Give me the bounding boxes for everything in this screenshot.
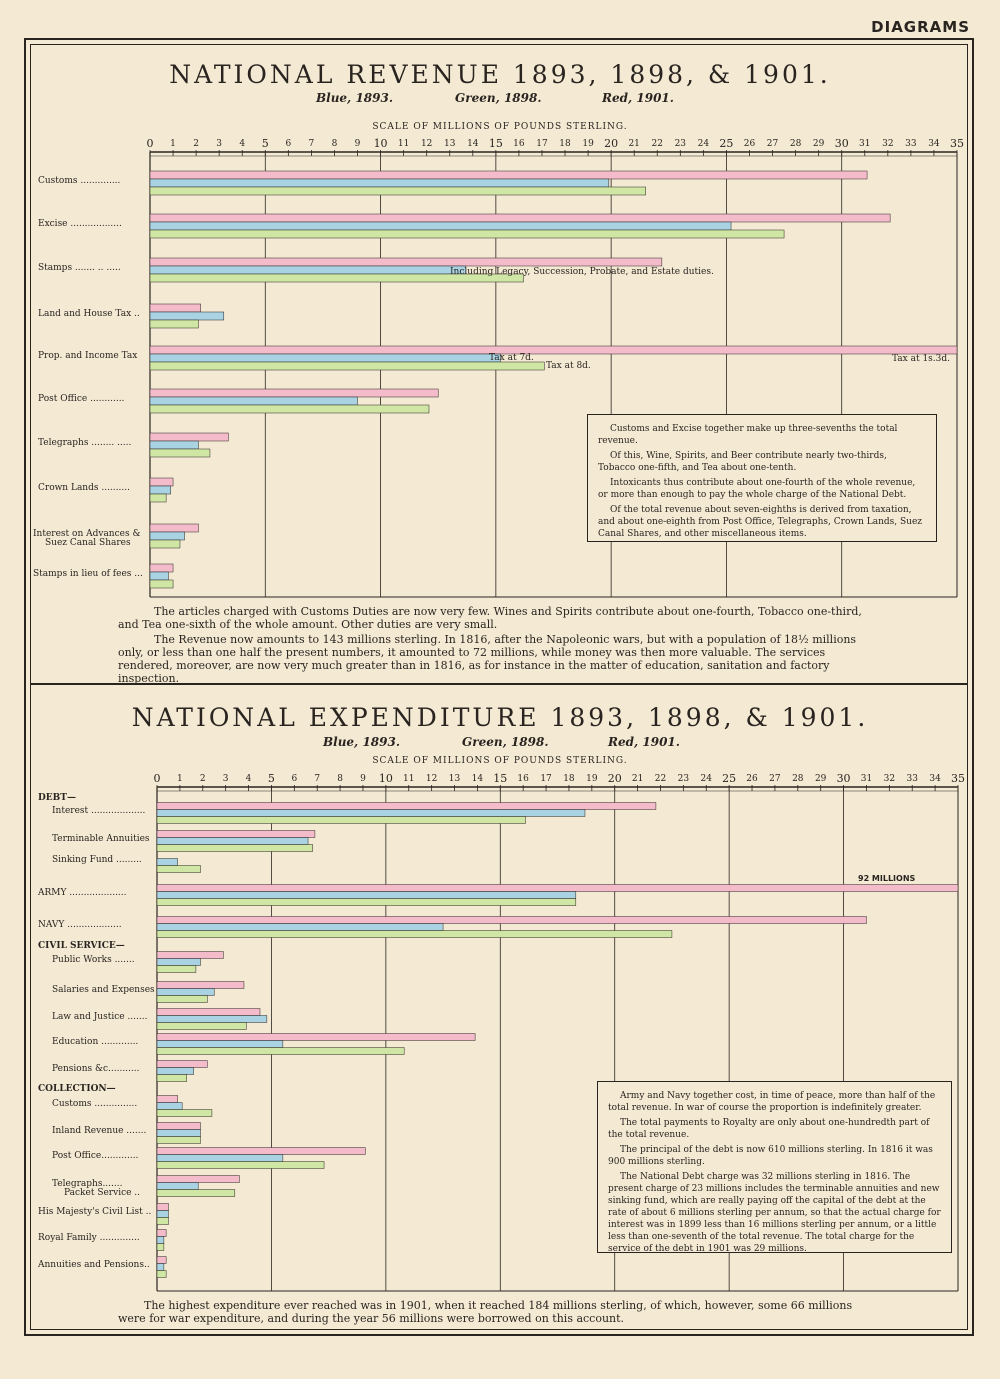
axis-tick-label: 28 xyxy=(792,774,804,784)
axis-tick-label: 16 xyxy=(517,774,529,784)
bar-1898 xyxy=(157,866,200,873)
axis-tick-label: 3 xyxy=(222,774,229,784)
revenue-note-total: The Revenue now amounts to 143 millions sterling. In 1816, after the Napoleonic wars, but with a population of 18½ millions only, or less than one half the present numbers, it amounted to 72 millions, while money was then more valuable. The services rendered, moreover, are now very much greater than in 1816, as for instance in the matter of education, sanitation and factory inspection. xyxy=(118,633,857,685)
expenditure-note: The highest expenditure ever reached was in 1901, when it reached 184 millions sterling, of which, however, some 66 millions were for war expenditure, and during the year 56 millions were borrowed on this account. xyxy=(118,1299,853,1325)
axis-tick-label: 11 xyxy=(403,774,415,784)
expenditure-box-line: The total payments to Royalty are only about one-hundredth part of the total revenue. xyxy=(608,1118,930,1140)
category-label: Sinking Fund ......... xyxy=(52,855,142,865)
axis-tick-label: 5 xyxy=(267,772,275,785)
axis-tick-label: 17 xyxy=(540,774,552,784)
axis-tick-label: 26 xyxy=(743,139,756,149)
category-label: Interest on Advances & xyxy=(33,529,141,539)
bar-1901 xyxy=(157,1123,200,1130)
category-label: Salaries and Expenses xyxy=(52,985,155,995)
bar-1893 xyxy=(157,859,178,866)
revenue-box-line: Of the total revenue about seven-eighths is derived from taxation, and about one-eighth from Post Office, Telegraphs, Crown Lands, Suez Canal Shares, and other miscellaneous items. xyxy=(598,505,923,539)
group-heading: CIVIL SERVICE— xyxy=(38,941,125,951)
category-label: Inland Revenue ....... xyxy=(52,1126,147,1136)
army-92-millions-annotation: 92 MILLIONS xyxy=(858,874,916,883)
axis-tick-label: 11 xyxy=(397,139,410,149)
bar-1898 xyxy=(157,1137,200,1144)
axis-tick-label: 32 xyxy=(883,774,896,784)
axis-tick-label: 20 xyxy=(607,772,622,785)
axis-tick-label: 1 xyxy=(170,139,176,149)
bar-1901 xyxy=(157,982,244,989)
axis-tick-label: 34 xyxy=(929,774,941,784)
axis-tick-label: 0 xyxy=(146,137,154,150)
axis-tick-label: 9 xyxy=(354,139,361,149)
bar-1893 xyxy=(157,1155,283,1162)
bar-1901 xyxy=(157,803,656,810)
bar-1898 xyxy=(157,966,196,973)
expenditure-title: NATIONAL EXPENDITURE 1893, 1898, & 1901. xyxy=(131,703,869,732)
stamps-annotation: Including Legacy, Succession, Probate, and Estate duties. xyxy=(450,267,714,277)
category-label: Customs .............. xyxy=(38,176,121,186)
expenditure-notes-box xyxy=(597,1081,952,1253)
expenditure-box-line: The National Debt charge was 32 millions sterling in 1816. The present charge of 23 millions includes the terminable annuities and new sinking fund, which are really paying off the capital of the debt at the rate of about 6 millions sterling per annum, so that the actual charge for interest was in 1899 less than 16 millions sterling per annum, or a little less than one-seventh of the total revenue. The total charge for the service of the debt in 1901 was 29 millions. xyxy=(608,1172,941,1254)
axis-tick-label: 3 xyxy=(216,139,223,149)
axis-tick-label: 14 xyxy=(471,774,484,784)
axis-tick-label: 17 xyxy=(536,139,548,149)
axis-tick-label: 21 xyxy=(631,774,644,784)
axis-tick-label: 13 xyxy=(444,139,456,149)
expenditure-scale-caption: SCALE OF MILLIONS OF POUNDS STERLING. xyxy=(372,756,628,766)
revenue-legend-green: Green, 1898. xyxy=(455,91,542,105)
revenue-note-customs: The articles charged with Customs Duties are now very few. Wines and Spirits contribute about one-fourth, Tobacco one-third, and Tea one-sixth of the whole amount. Other duties are very small. xyxy=(118,605,862,631)
axis-tick-label: 25 xyxy=(719,137,734,150)
category-label-line2: Suez Canal Shares xyxy=(45,538,131,548)
bar-1893 xyxy=(157,1068,194,1075)
axis-tick-label: 21 xyxy=(628,139,640,149)
revenue-box-line: Intoxicants thus contribute about one-fourth of the whole revenue, or more than enough to pay the whole charge of the National Debt. xyxy=(598,478,916,500)
tax-8d-annotation: Tax at 8d. xyxy=(546,361,591,371)
axis-tick-label: 15 xyxy=(488,137,503,150)
axis-tick-label: 18 xyxy=(559,139,571,149)
category-label: Education ............. xyxy=(52,1037,139,1047)
axis-tick-label: 8 xyxy=(337,774,343,784)
axis-tick-label: 34 xyxy=(928,139,940,149)
bar-1898 xyxy=(157,1162,324,1169)
expenditure-box-line: The principal of the debt is now 610 millions sterling. In 1816 it was 900 millions sterling. xyxy=(608,1145,933,1167)
bar-1901 xyxy=(157,831,315,838)
axis-tick-label: 26 xyxy=(746,774,758,784)
axis-tick-label: 4 xyxy=(245,774,252,784)
bar-1893 xyxy=(157,924,443,931)
axis-tick-label: 31 xyxy=(859,139,871,149)
bar-1898 xyxy=(157,845,313,852)
axis-tick-label: 22 xyxy=(654,774,667,784)
axis-tick-label: 9 xyxy=(360,774,366,784)
axis-tick-label: 23 xyxy=(674,139,687,149)
axis-tick-label: 28 xyxy=(789,139,802,149)
bar-1893 xyxy=(157,838,308,845)
tax-7d-annotation: Tax at 7d. xyxy=(489,353,534,363)
axis-tick-label: 25 xyxy=(722,772,737,785)
bar-1893 xyxy=(157,1130,200,1137)
category-label: Interest ................... xyxy=(52,806,146,816)
axis-tick-label: 15 xyxy=(493,772,508,785)
expenditure-legend-red: Red, 1901. xyxy=(608,735,680,749)
bar-1898 xyxy=(157,1110,212,1117)
axis-tick-label: 6 xyxy=(291,774,298,784)
expenditure-legend-green: Green, 1898. xyxy=(462,735,549,749)
bar-1901 xyxy=(157,1257,166,1264)
category-label: Royal Family .............. xyxy=(38,1233,140,1243)
bar-1898 xyxy=(157,1048,404,1055)
category-label: Public Works ....... xyxy=(52,955,135,965)
axis-tick-label: 24 xyxy=(697,139,710,149)
bar-1898 xyxy=(157,1218,168,1225)
category-label-line2: Packet Service .. xyxy=(64,1188,141,1198)
axis-tick-label: 20 xyxy=(604,137,619,150)
category-label: His Majesty's Civil List .. xyxy=(38,1207,152,1217)
revenue-box-line: Of this, Wine, Spirits, and Beer contribute nearly two-thirds, Tobacco one-fifth, and Tea about one-tenth. xyxy=(598,451,887,473)
axis-tick-label: 16 xyxy=(513,139,525,149)
bar-1901 xyxy=(157,917,866,924)
bar-1893 xyxy=(157,959,200,966)
bar-1901 xyxy=(157,885,958,892)
expenditure-box-line: Army and Navy together cost, in time of peace, more than half of the total revenue. In war of course the proportion is indefinitely greater. xyxy=(608,1091,936,1113)
bar-1901 xyxy=(157,1009,260,1016)
axis-tick-label: 18 xyxy=(563,774,575,784)
axis-tick-label: 10 xyxy=(373,137,388,150)
category-label: Terminable Annuities xyxy=(52,834,150,844)
axis-tick-label: 2 xyxy=(193,139,199,149)
category-label: Law and Justice ....... xyxy=(52,1012,148,1022)
axis-tick-label: 30 xyxy=(834,137,849,150)
revenue-title: NATIONAL REVENUE 1893, 1898, & 1901. xyxy=(169,60,831,89)
category-label: Prop. and Income Tax xyxy=(38,351,138,361)
axis-tick-label: 7 xyxy=(314,774,321,784)
group-heading: COLLECTION— xyxy=(38,1084,116,1094)
tax-1s3d-annotation: Tax at 1s.3d. xyxy=(892,354,951,364)
corner-label: DIAGRAMS xyxy=(871,18,970,36)
bar-1893 xyxy=(157,1103,182,1110)
bar-1893 xyxy=(157,1237,164,1244)
bar-1898 xyxy=(157,1190,235,1197)
bar-1898 xyxy=(157,1023,246,1030)
bar-1898 xyxy=(157,1271,166,1278)
axis-tick-label: 19 xyxy=(582,139,594,149)
axis-tick-label: 0 xyxy=(153,772,161,785)
axis-tick-label: 12 xyxy=(425,774,438,784)
category-label: Excise .................. xyxy=(38,219,122,229)
axis-tick-label: 19 xyxy=(586,774,598,784)
bar-1898 xyxy=(157,1244,164,1251)
bar-1898 xyxy=(157,899,576,906)
category-label: ARMY .................... xyxy=(38,888,127,898)
bar-1901 xyxy=(157,1148,365,1155)
axis-tick-label: 8 xyxy=(331,139,338,149)
bar-1901 xyxy=(157,1230,166,1237)
axis-tick-label: 33 xyxy=(906,774,918,784)
category-label: Stamps in lieu of fees ... xyxy=(33,569,143,579)
category-label: NAVY ................... xyxy=(38,920,122,930)
category-label: Telegraphs ........ ..... xyxy=(38,438,132,448)
axis-tick-label: 33 xyxy=(905,139,917,149)
bar-1893 xyxy=(157,1211,168,1218)
axis-tick-label: 10 xyxy=(378,772,393,785)
bar-1901 xyxy=(157,1034,475,1041)
bar-1901 xyxy=(157,1096,178,1103)
bar-1901 xyxy=(157,1061,207,1068)
group-heading: DEBT— xyxy=(38,793,76,803)
category-label: Crown Lands .......... xyxy=(38,483,130,493)
revenue-legend-red: Red, 1901. xyxy=(602,91,674,105)
category-label: Pensions &c........... xyxy=(52,1064,140,1074)
category-label: Telegraphs....... xyxy=(52,1179,123,1189)
axis-tick-label: 30 xyxy=(836,772,851,785)
axis-tick-label: 13 xyxy=(448,774,461,784)
bar-1893 xyxy=(157,1041,283,1048)
bar-1893 xyxy=(157,892,576,899)
bar-1893 xyxy=(157,1264,164,1271)
axis-tick-label: 6 xyxy=(285,139,292,149)
axis-tick-label: 31 xyxy=(860,774,873,784)
bar-1901 xyxy=(157,1204,168,1211)
axis-tick-label: 23 xyxy=(677,774,690,784)
axis-tick-label: 29 xyxy=(812,139,825,149)
expenditure-legend-blue: Blue, 1893. xyxy=(323,735,401,749)
category-label: Post Office............. xyxy=(52,1151,139,1161)
bar-1893 xyxy=(157,1183,198,1190)
bar-1901 xyxy=(157,952,223,959)
bar-1898 xyxy=(157,817,525,824)
axis-tick-label: 2 xyxy=(199,774,206,784)
axis-tick-label: 29 xyxy=(814,774,827,784)
category-label: Land and House Tax .. xyxy=(38,309,140,319)
axis-tick-label: 32 xyxy=(882,139,894,149)
axis-tick-label: 5 xyxy=(261,137,269,150)
category-label: Customs ............... xyxy=(52,1099,138,1109)
axis-tick-label: 12 xyxy=(420,139,433,149)
revenue-scale-caption: SCALE OF MILLIONS OF POUNDS STERLING. xyxy=(372,122,628,132)
category-label: Annuities and Pensions.. xyxy=(38,1260,150,1270)
axis-tick-label: 27 xyxy=(766,139,779,149)
bar-1898 xyxy=(157,931,672,938)
bar-1893 xyxy=(157,1016,267,1023)
axis-tick-label: 4 xyxy=(239,139,246,149)
category-label: Stamps ....... .. ..... xyxy=(38,263,121,273)
bar-1898 xyxy=(157,996,207,1003)
axis-tick-label: 1 xyxy=(177,774,183,784)
axis-tick-label: 27 xyxy=(769,774,781,784)
axis-tick-label: 35 xyxy=(951,772,965,785)
axis-tick-label: 22 xyxy=(651,139,663,149)
axis-tick-label: 14 xyxy=(467,139,479,149)
category-label: Post Office ............ xyxy=(38,394,125,404)
revenue-legend-blue: Blue, 1893. xyxy=(316,91,394,105)
bar-1898 xyxy=(157,1075,187,1082)
bar-1893 xyxy=(157,810,585,817)
revenue-box-line: Customs and Excise together make up three-sevenths the total revenue. xyxy=(598,424,898,446)
bar-1893 xyxy=(157,989,214,996)
axis-tick-label: 24 xyxy=(700,774,712,784)
axis-tick-label: 7 xyxy=(308,139,315,149)
axis-tick-label: 35 xyxy=(950,137,964,150)
bar-1901 xyxy=(157,1176,239,1183)
